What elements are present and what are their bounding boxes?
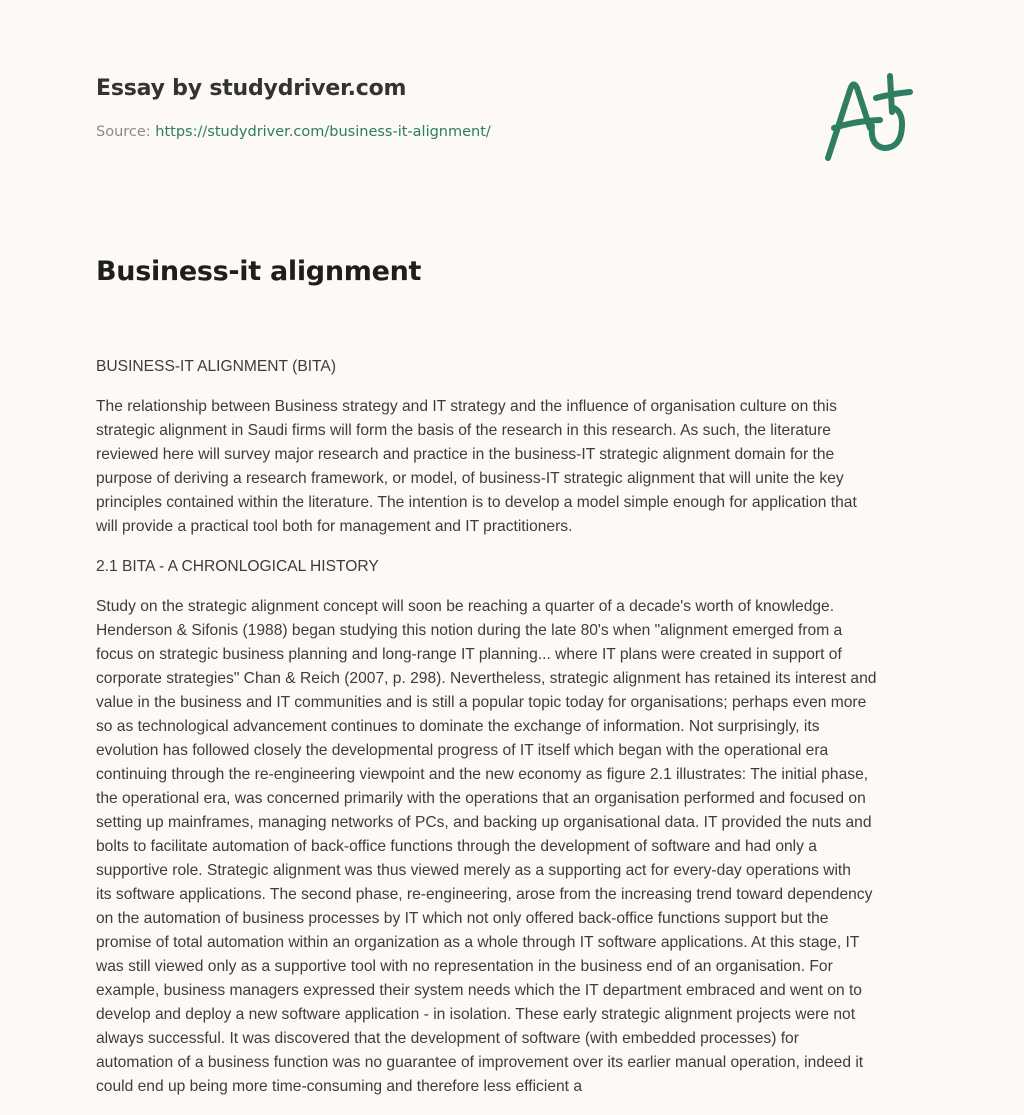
source-line: [96, 124, 491, 140]
document-title: Business-it alignment: [96, 256, 422, 287]
text-line: promise of total automation within an organization as a whole through IT software applications. At this stage, IT: [96, 934, 860, 951]
site-header-title: Essay by studydriver.com: [96, 76, 407, 101]
text-line: strategic alignment in Saudi firms will form the basis of the research in this research. As such, the literature: [96, 422, 831, 439]
text-line: Henderson & Sifonis (1988) began studying this notion during the late 80's when "alignment emerged from a: [96, 622, 843, 639]
text-line: evolution has followed closely the developmental progress of IT itself which began with the operational era: [96, 742, 829, 759]
text-line: focus on strategic business planning and long-range IT planning... where IT plans were created in support of: [96, 646, 842, 663]
text-line: the operational era, was concerned primarily with the operations that an organisation performed and focused on: [96, 790, 866, 807]
text-line: was still viewed only as a supportive tool with no representation in the business end of an organisation. For: [96, 958, 833, 975]
text-line: corporate strategies" Chan & Reich (2007, p. 298). Nevertheless, strategic alignment has retained its interest and: [96, 670, 877, 687]
section-heading: 2.1 BITA - A CHRONLOGICAL HISTORY: [96, 558, 379, 575]
text-line: principles contained within the literature. The intention is to develop a model simple enough for application that: [96, 494, 857, 511]
text-line: continuing through the re-engineering viewpoint and the new economy as figure 2.1 illustrates: The initial phase,: [96, 766, 869, 783]
paragraph-history: [96, 595, 946, 1099]
text-line: automation of a business function was no guarantee of improvement over its earlier manual operation, indeed it: [96, 1054, 864, 1071]
section-heading: BUSINESS-IT ALIGNMENT (BITA): [96, 358, 337, 375]
text-line: The relationship between Business strategy and IT strategy and the influence of organisation culture on this: [96, 398, 837, 415]
text-line: value in the business and IT communities and is still a popular topic today for organisations; perhaps even more: [96, 694, 867, 711]
text-line: supportive role. Strategic alignment was thus viewed merely as a supporting act for every-day operations with: [96, 862, 851, 879]
text-line: Study on the strategic alignment concept will soon be reaching a quarter of a decade's worth of knowledge.: [96, 598, 835, 615]
source-label: Source:: [96, 124, 156, 140]
text-line: will provide a practical tool both for management and IT practitioners.: [96, 518, 573, 535]
text-line: reviewed here will survey major research and practice in the business-IT strategic alignment domain for the: [96, 446, 835, 463]
document-body: [96, 355, 946, 1115]
text-line: always successful. It was discovered that the development of software (with embedded processes) for: [96, 1030, 799, 1047]
paragraph-intro: [96, 395, 946, 539]
text-line: setting up mainframes, managing networks of PCs, and backing up organisational data. IT provided the nuts and: [96, 814, 872, 831]
source-link[interactable]: https://studydriver.com/business-it-alignment/: [155, 124, 491, 140]
text-line: example, business managers expressed their system needs which the IT department embraced and went on to: [96, 982, 862, 999]
text-line: could end up being more time-consuming and therefore less efficient a: [96, 1078, 583, 1095]
text-line: develop and deploy a new software application - in isolation. These early strategic alignment projects were not: [96, 1006, 856, 1023]
text-line: bolts to facilitate automation of back-office functions through the development of software and had only a: [96, 838, 817, 855]
text-line: on the automation of business processes by IT which not only offered back-office functions support but the: [96, 910, 829, 927]
a-plus-logo-icon: [820, 66, 930, 166]
text-line: its software applications. The second phase, re-engineering, arose from the increasing trend toward dependency: [96, 886, 873, 903]
text-line: so as technological advancement continues to dominate the exchange of information. Not surprisingly, its: [96, 718, 820, 735]
text-line: purpose of deriving a research framework, or model, of business-IT strategic alignment that will unite the key: [96, 470, 844, 487]
